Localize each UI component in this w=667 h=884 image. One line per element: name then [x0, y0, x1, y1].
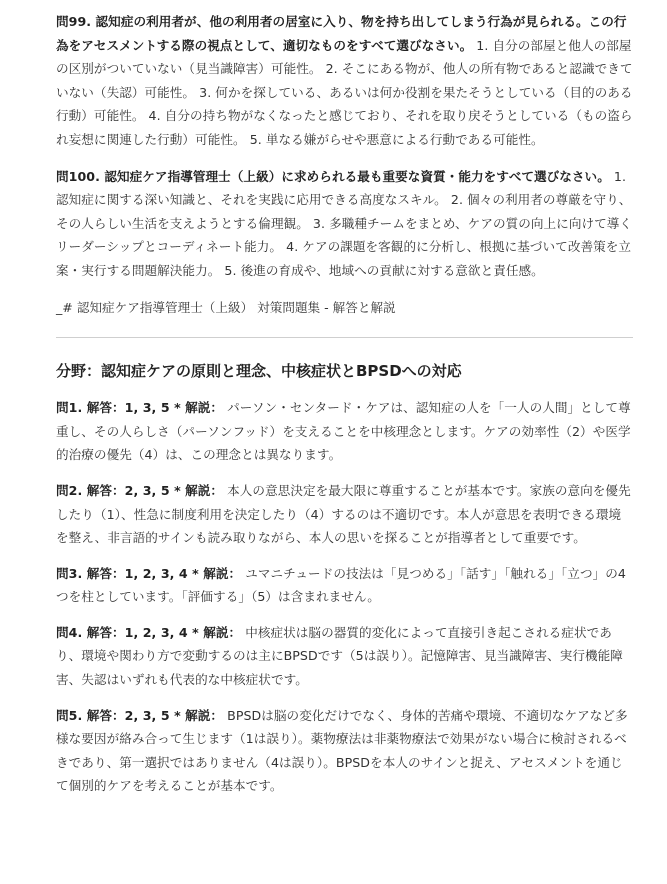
answer-2-head: 問2. 解答：2, 3, 5 * 解説：: [56, 482, 224, 498]
answer-item: [56, 621, 633, 692]
answer-item: [56, 396, 633, 467]
document-heading: _# 認知症ケア指導管理士（上級） 対策問題集 - 解答と解説: [56, 299, 396, 315]
question-100: [56, 165, 633, 283]
question-99-stem: 問99. 認知症の利用者が、他の利用者の居室に入り、物を持ち出してしまう行為が見られる。この行為をアセスメントする際の視点として、適切なものをすべて選びなさい。: [56, 14, 627, 53]
question-99: [56, 10, 633, 152]
answer-5-head: 問5. 解答：2, 3, 5 * 解説：: [56, 707, 224, 723]
answer-3-head: 問3. 解答：1, 2, 3, 4 * 解説：: [56, 565, 242, 581]
answer-1-head: 問1. 解答：1, 3, 5 * 解説：: [56, 400, 224, 416]
section-divider: [56, 337, 633, 338]
answer-item: [56, 479, 633, 550]
question-99-options: 1. 自分の部屋と他人の部屋の区別がついていない（見当識障害）可能性。 2. そこにある物が、他人の所有物であると認識できていない（失認）可能性。 3. 何かを探している、あるいは何か役割を果たそうとしている（目的のある行動）可能性。 4. 自分の持ち物がなくなったと感じており、それを取り戻そうとしている（もの盗られ妄想に関連した行動）可能性。 5. 単なる嫌がらせや悪意による行動である可能性。: [56, 37, 633, 147]
answer-1-text: パーソン・センタード・ケアは、認知症の人を「一人の人間」として尊重し、その人らしさ（パーソンフッド）を支えることを中核理念とします。ケアの効率性（2）や医学的治療の優先（4）は、この理念とは異なります。: [56, 400, 631, 463]
answer-2-text: 本人の意思決定を最大限に尊重することが基本です。家族の意向を優先したり（1）、性急に制度利用を決定したり（4）するのは不適切です。本人が意思を表明できる環境を整え、非言語的サインも読み取りながら、本人の思いを探ることが指導者として重要です。: [56, 482, 631, 546]
answer-5-text: BPSDは脳の変化だけでなく、身体的苦痛や環境、不適切なケアなど多様な要因が絡み合って生じます（1は誤り）。薬物療法は非薬物療法で効果がない場合に検討されるべきであり、第一選択ではありません（4は誤り）。BPSDを本人のサインと捉え、アセスメントを通じて個別的ケアを考えることが基本です。: [56, 707, 628, 794]
answer-4-head: 問4. 解答：1, 2, 3, 4 * 解説：: [56, 624, 242, 640]
question-100-options: 1. 認知症に関する深い知識と、それを実践に応用できる高度なスキル。 2. 個々の利用者の尊厳を守り、その人らしい生活を支えようとする倫理観。 3. 多職種チームをまとめ、ケアの質の向上に向けて導くリーダーシップとコーディネート能力。 4. ケアの課題を客観的に分析し、根拠に基づいて改善策を立案・実行する問題解決能力。 5. 後進の育成や、地域への貢献に対する意欲と責任感。: [56, 168, 633, 278]
section-title: 分野：認知症ケアの原則と理念、中核症状とBPSDへの対応: [56, 362, 462, 381]
answer-3-text: ユマニチュードの技法は「見つめる」「話す」「触れる」「立つ」の4つを柱としています。「評価する」（5）は含まれません。: [56, 565, 626, 605]
answer-list: [56, 396, 633, 798]
question-100-stem: 問100. 認知症ケア指導管理士（上級）に求められる最も重要な資質・能力をすべて選びなさい。: [56, 168, 610, 184]
answer-item: [56, 562, 633, 609]
answer-4-text: 中核症状は脳の器質的変化によって直接引き起こされる症状であり、環境や関わり方で変動するのは主にBPSDです（5は誤り）。記憶障害、見当識障害、実行機能障害、失認はいずれも代表的な中核症状です。: [56, 624, 623, 688]
answer-item: [56, 704, 633, 798]
